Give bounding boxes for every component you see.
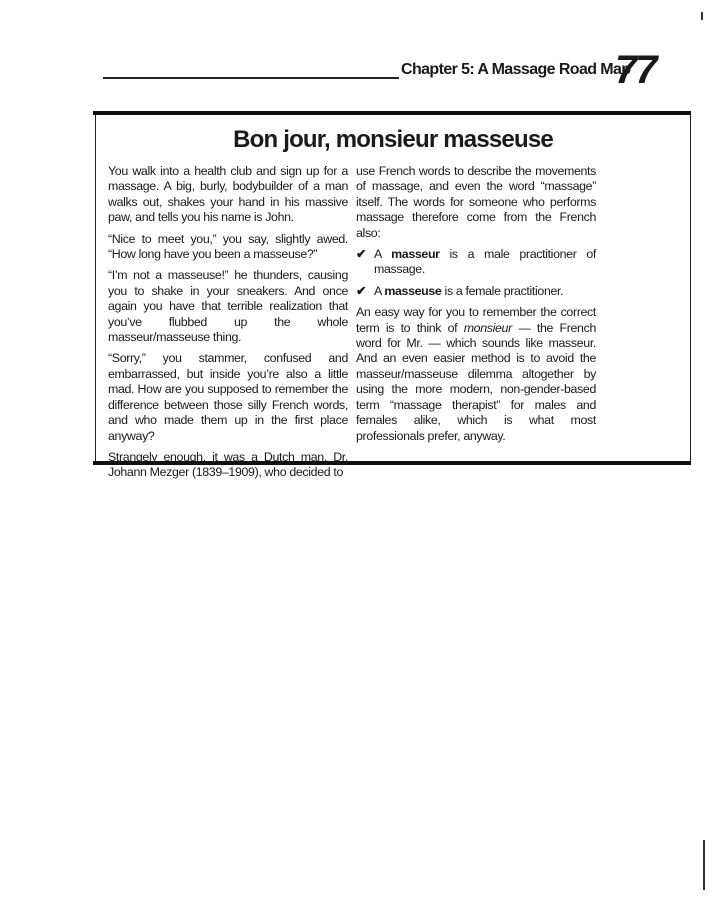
header-rule: [103, 77, 399, 79]
scan-speck: [703, 840, 705, 890]
paragraph: “I’m not a masseuse!” he thunders, causing you to shake in your sneakers. And once again you have that terrible realization that you’ve flubbed up the whole masseur/masseuse thing.: [108, 268, 348, 345]
sidebar-title: Bon jour, monsieur masseuse: [233, 126, 553, 153]
sidebar-right-column: [356, 164, 596, 450]
sidebar-left-column: [108, 164, 348, 487]
paragraph-text: An easy way for you to remember the correct term is to think of: [356, 305, 596, 335]
bullet-text: A: [374, 247, 392, 262]
bullet-term: masseuse: [384, 283, 442, 298]
scan-speck: [701, 12, 703, 20]
italic-term: monsieur: [463, 320, 512, 335]
bullet-text: is a female practitioner.: [441, 283, 564, 298]
page-number: 77: [615, 48, 656, 92]
check-icon: ✔: [356, 247, 367, 262]
check-icon: ✔: [356, 283, 367, 298]
bullet-term: masseur: [391, 247, 440, 262]
bullet-text: is a male practitioner of massage.: [374, 247, 596, 277]
paragraph: Strangely enough, it was a Dutch man, Dr. Johann Mezger (1839–1909), who decided to: [108, 449, 348, 480]
paragraph: You walk into a health club and sign up for a massage. A big, burly, bodybuilder of a man walks out, shakes your hand in his massive paw, and tells you his name is John.: [108, 164, 348, 225]
paragraph: “Nice to meet you,” you say, slightly awed. “How long have you been a masseuse?”: [108, 231, 348, 262]
paragraph: [356, 305, 596, 444]
paragraph: “Sorry,” you stammer, confused and embarrassed, but inside you’re also a little mad. How are you supposed to remember the difference between those silly French words, and who made them up in the first place anyway?: [108, 351, 348, 443]
paragraph: use French words to describe the movements of massage, and even the word “massage” itself. The words for someone who performs massage therefore come from the French also:: [356, 164, 596, 240]
bullet-item: [356, 247, 596, 278]
chapter-title: Chapter 5: A Massage Road Map: [401, 61, 631, 78]
bullet-text: A: [374, 283, 385, 298]
bullet-item: [356, 284, 596, 299]
paragraph-text: — the French word for Mr. — which sounds like masseur. And an even easier method is to avoid the masseur/masseuse dilemma altogether by using the more modern, non-gender-based term “massage therapist” for males and females alike, which is what most professionals prefer, anyway.: [356, 320, 596, 443]
